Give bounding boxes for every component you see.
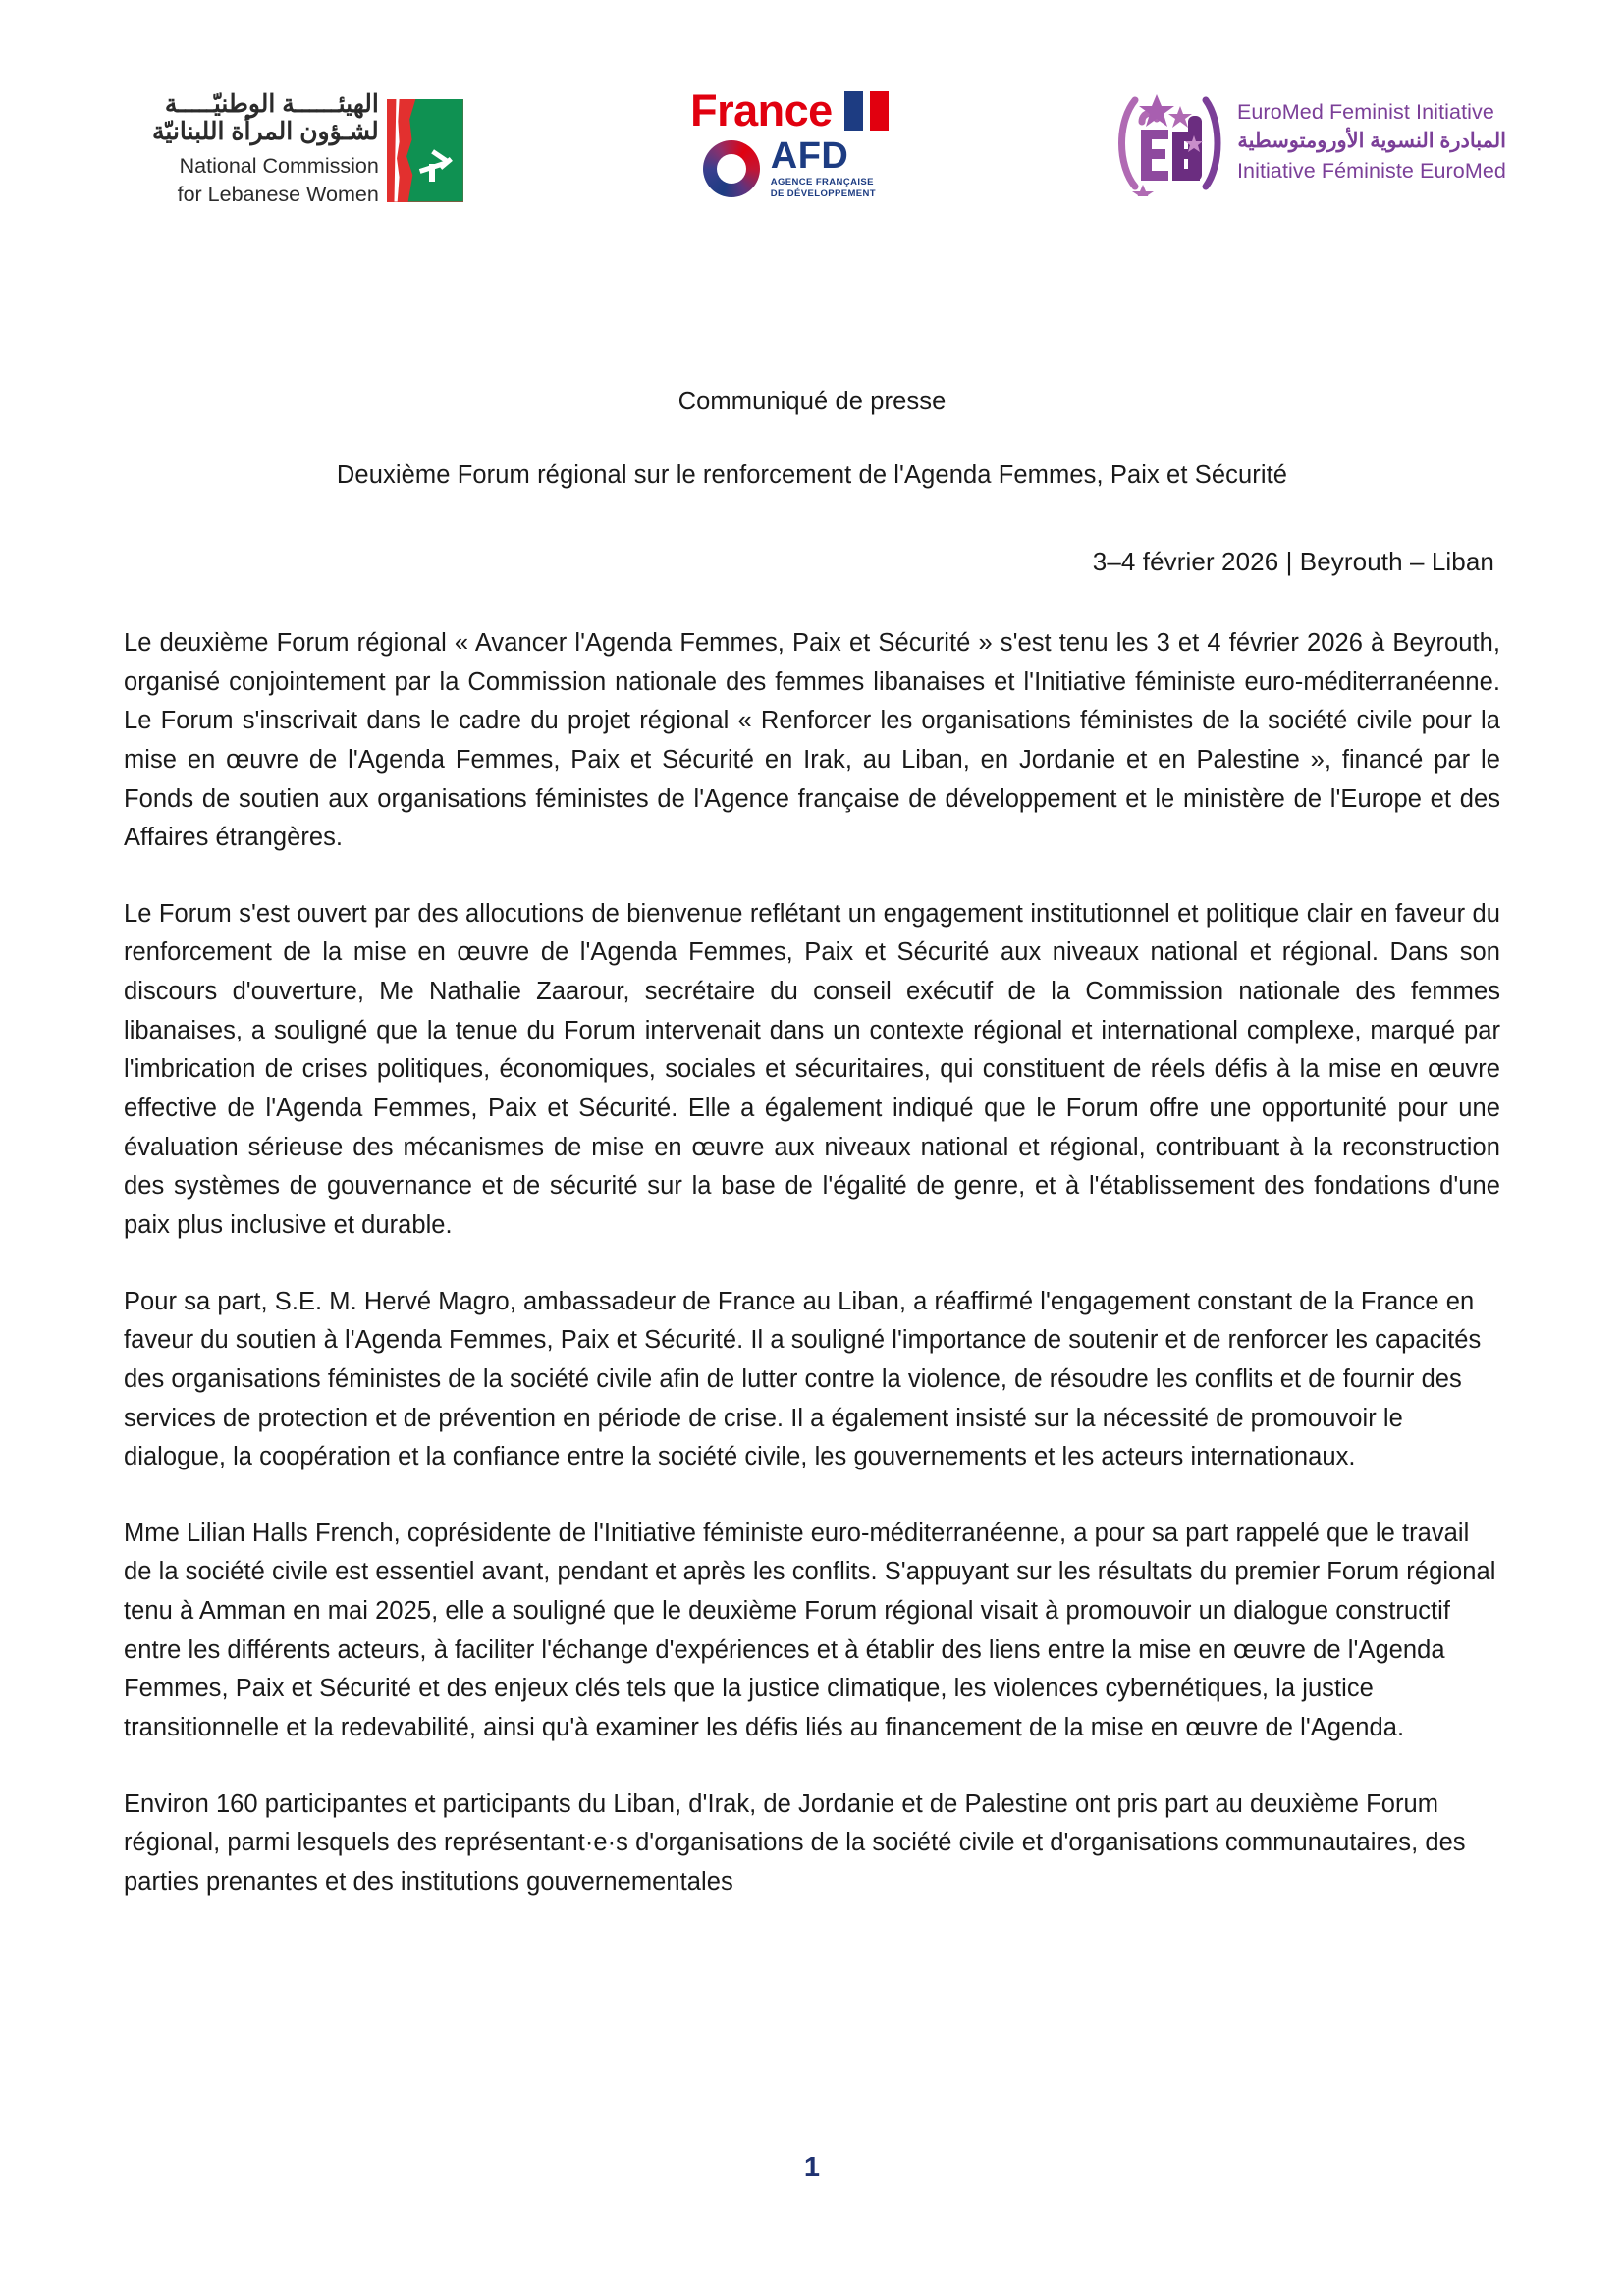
paragraph-5: Environ 160 participantes et participants du Liban, d'Irak, de Jordanie et de Palestine ont pris part au deuxième Forum régional, parmi lesquels des représentant·e·s d'organisations de la société civile et d'organisations communautaires, des parties prenantes et des institutions gouvernementales <box>124 1789 1466 1896</box>
efi-english-name: EuroMed Feminist Initiative <box>1236 99 1494 124</box>
nclw-english-line-2: for Lebanese Women <box>177 182 379 206</box>
france-label: France <box>690 85 833 135</box>
afd-text-block <box>770 135 876 200</box>
paragraph-1: Le deuxième Forum régional « Avancer l'Agenda Femmes, Paix et Sécurité » s'est tenu les 3 et 4 février 2026 à Beyrouth, organisé conjointement par la Commission nationale des femmes libanaises et l'Initiative féministe euro-méditerranéenne. Le Forum s'inscrivait dans le cadre du projet régional « Renforcer les organisations féministes de la société civile pour la mise en œuvre de l'Agenda Femmes, Paix et Sécurité en Irak, au Liban, en Jordanie et en Palestine », financé par le Fonds de soutien aux organisations féministes de l'Agence française de développement et le ministère de l'Europe et des Affaires étrangères. <box>124 629 1500 852</box>
document-kicker: Communiqué de presse <box>677 388 947 415</box>
euromed-feminist-initiative-logo <box>1115 86 1506 196</box>
efi-arabic-name: المبادرة النسوية الأورومتوسطية <box>1237 130 1506 153</box>
afd-subtitle-line-2: DE DÉVELOPPEMENT <box>770 187 876 199</box>
nclw-arabic-line-2: لشـؤون المرأة اللبنانيّة <box>152 118 379 145</box>
efi-monogram-icon <box>1115 86 1221 196</box>
flag-red-bar <box>870 91 889 131</box>
event-dateline: 3–4 février 2026 | Beyrouth – Liban <box>1092 547 1494 576</box>
cedar-tree-icon <box>417 150 458 182</box>
nclw-logo <box>152 92 463 208</box>
page-number: 1 <box>803 2152 821 2183</box>
afd-initials: AFD <box>770 135 849 177</box>
efi-text-block <box>1237 97 1506 187</box>
nclw-logo-text <box>152 92 379 208</box>
nclw-english-line-1: National Commission <box>179 154 379 178</box>
document-body <box>124 388 1500 1940</box>
afd-ring-icon <box>703 140 760 197</box>
france-wordmark <box>690 85 889 135</box>
page-title: Deuxième Forum régional sur le renforcement de l'Agenda Femmes, Paix et Sécurité <box>336 461 1288 489</box>
logo-header-bar <box>0 82 1624 249</box>
afd-wordmark <box>703 135 876 200</box>
french-flag-icon <box>844 91 889 131</box>
lebanon-map-icon <box>387 99 463 202</box>
france-afd-logo <box>690 85 889 200</box>
efi-french-name: Initiative Féministe EuroMed <box>1236 158 1506 183</box>
nclw-arabic-line-1: الهيئــــــة الوطنيّـــــة <box>164 90 379 118</box>
paragraph-3: Pour sa part, S.E. M. Hervé Magro, ambassadeur de France au Liban, a réaffirmé l'engagement constant de la France en faveur du soutien à l'Agenda Femmes, Paix et Sécurité. Il a souligné l'importance de soutenir et de renforcer les capacités des organisations féministes de la société civile afin de lutter contre la violence, de résoudre les conflits et de fournir des services de protection et de prévention en période de crise. Il a également insisté sur la nécessité de promouvoir le dialogue, la coopération et la confiance entre la société civile, les gouvernements et les acteurs internationaux. <box>124 1287 1482 1471</box>
paragraph-2: Le Forum s'est ouvert par des allocutions de bienvenue reflétant un engagement institutionnel et politique clair en faveur du renforcement de la mise en œuvre de l'Agenda Femmes, Paix et Sécurité aux niveaux national et régional. Dans son discours d'ouverture, Me Nathalie Zaarour, secrétaire du conseil exécutif de la Commission nationale des femmes libanaises, a souligné que la tenue du Forum intervenait dans un contexte régional et international complexe, marqué par l'imbrication de crises politiques, économiques, sociales et sécuritaires, qui constituent de réels défis à la mise en œuvre effective de l'Agenda Femmes, Paix et Sécurité. Elle a également indiqué que le Forum offre une opportunité pour une évaluation sérieuse des mécanismes de mise en œuvre aux niveaux national et régional, contribuant à la reconstruction des systèmes de gouvernance et de sécurité sur la base de l'égalité de genre, et à l'établissement des fondations d'une paix plus inclusive et durable. <box>124 899 1500 1239</box>
flag-blue-bar <box>844 91 863 131</box>
afd-subtitle-line-1: AGENCE FRANÇAISE <box>770 177 874 188</box>
paragraph-4: Mme Lilian Halls French, coprésidente de l'Initiative féministe euro-méditerranéenne, a pour sa part rappelé que le travail de la société civile est essentiel avant, pendant et après les conflits. S'appuyant sur les résultats du premier Forum régional tenu à Amman en mai 2025, elle a souligné que le deuxième Forum régional visait à promouvoir un dialogue constructif entre les différents acteurs, à faciliter l'échange d'expériences et à établir des liens entre la mise en œuvre de l'Agenda Femmes, Paix et Sécurité et des enjeux clés tels que la justice climatique, les violences cybernétiques, la justice transitionnelle et la redevabilité, ainsi qu'à examiner les défis liés au financement de la mise en œuvre de l'Agenda. <box>124 1519 1496 1742</box>
